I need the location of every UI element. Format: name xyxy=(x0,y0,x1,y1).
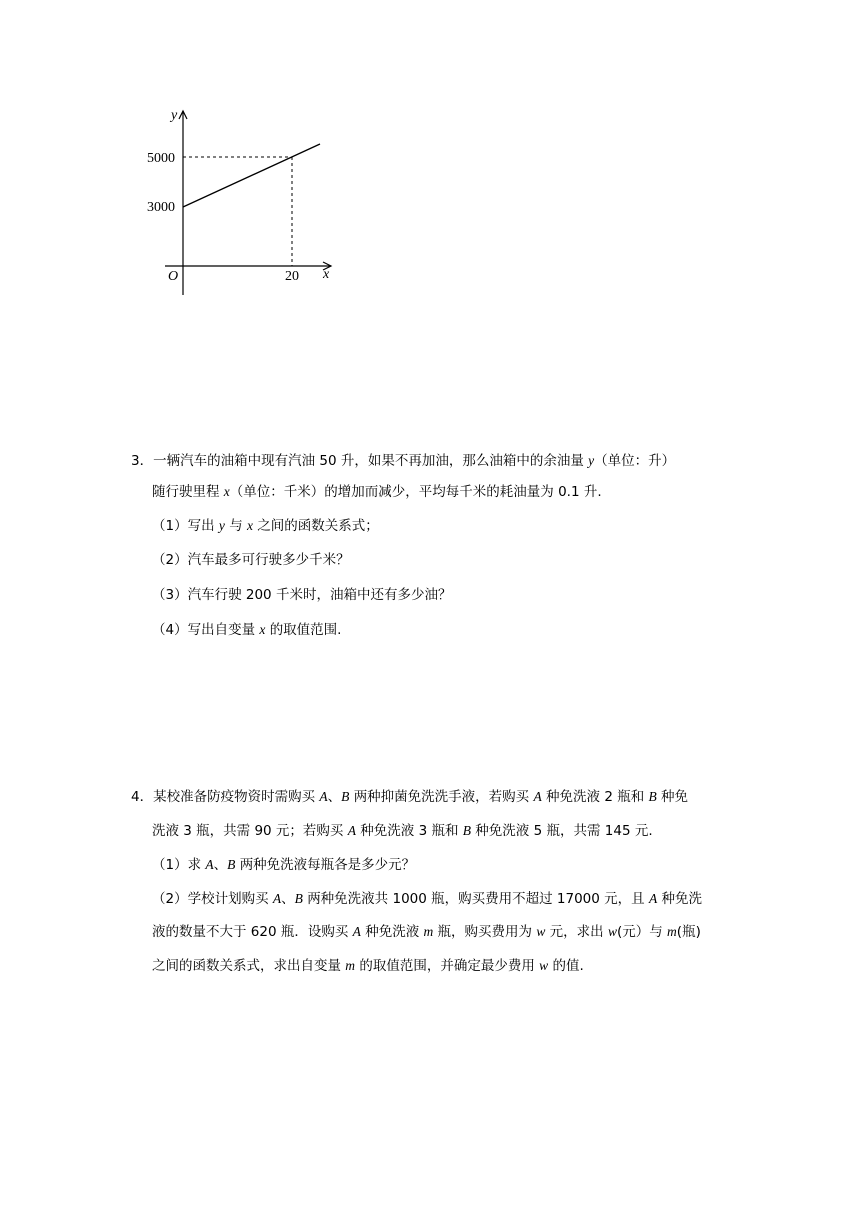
origin-label: O xyxy=(168,269,179,284)
q3-part-3: （3）汽车行驶 200 千米时，油箱中还有多少油？ xyxy=(152,587,452,603)
y-axis-label: y xyxy=(171,108,178,123)
q3-part-4: （4）写出自变量 x 的取值范围. xyxy=(152,622,342,638)
q3-line-1: 3．一辆汽车的油箱中现有汽油 50 升，如果不再加油，那么油箱中的余油量 y（单位：升） xyxy=(131,453,676,469)
q4-part-2-line-3: 之间的函数关系式，求出自变量 m 的取值范围，并确定最少费用 w 的值. xyxy=(152,958,584,974)
y-tick-5000: 5000 xyxy=(147,151,175,166)
q3-part-2: （2）汽车最多可行驶多少千米？ xyxy=(152,552,350,568)
data-line xyxy=(183,144,320,207)
q4-part-1: （1）求 A、B 两种免洗液每瓶各是多少元？ xyxy=(152,857,416,873)
q4-part-2: （2）学校计划购买 A、B 两种免洗液共 1000 瓶，购买费用不超过 17000 元，且 A 种免洗 xyxy=(152,891,702,907)
q4-line-1: 4．某校准备防疫物资时需购买 A、B 两种抑菌免洗洗手液，若购买 A 种免洗液 2 瓶和 B 种免 xyxy=(131,789,689,805)
function-graph xyxy=(147,103,345,303)
x-tick-20: 20 xyxy=(285,269,299,284)
var-y: y xyxy=(588,453,595,468)
q3-line-2: 随行驶里程 x（单位：千米）的增加而减少，平均每千米的耗油量为 0.1 升. xyxy=(152,484,602,500)
q4-part-2-line-2: 液的数量不大于 620 瓶．设购买 A 种免洗液 m 瓶，购买费用为 w 元，求出 w(元）与 m(瓶) xyxy=(152,924,701,940)
q4-line-2: 洗液 3 瓶，共需 90 元；若购买 A 种免洗液 3 瓶和 B 种免洗液 5 瓶，共需 145 元. xyxy=(152,823,653,839)
x-axis-label: x xyxy=(323,267,330,282)
y-tick-3000: 3000 xyxy=(147,200,175,215)
q3-part-1: （1）写出 y 与 x 之间的函数关系式； xyxy=(152,518,379,534)
var-x: x xyxy=(223,484,230,499)
